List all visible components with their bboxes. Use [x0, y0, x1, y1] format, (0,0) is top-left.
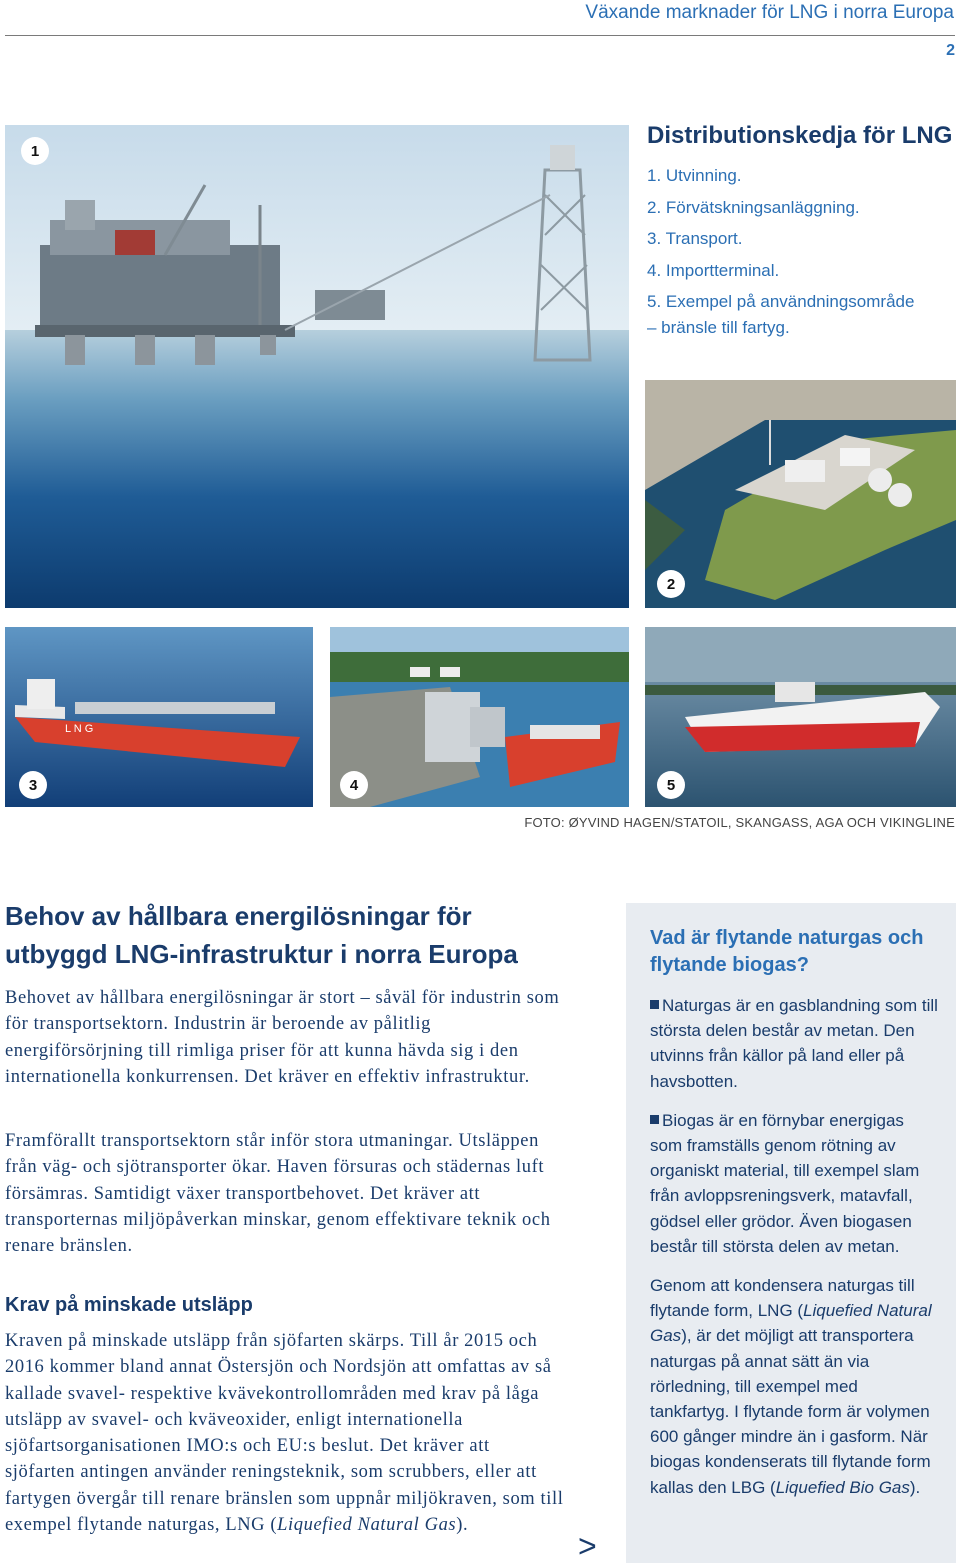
photo-import-terminal	[330, 627, 629, 807]
fact-bullet-biogas	[650, 1108, 940, 1259]
photo-offshore-platform	[5, 125, 629, 608]
fact-bullet-text: Naturgas är en gasblandning som till största delen består av metan. Den utvinns från källor på land eller på havsbotten.	[650, 996, 938, 1091]
fact-bullet-natural-gas	[650, 993, 940, 1094]
photo-3-number-badge: 3	[19, 771, 47, 799]
fact-text-a: Genom att kondensera naturgas till flytande form, LNG (	[650, 1276, 915, 1321]
fact-italic-lng: Liquefied Natural Gas	[650, 1301, 932, 1346]
distribution-step: 3. Transport.	[647, 229, 743, 248]
fact-bullet-text: Biogas är en förnybar energigas som framställs genom rötning av organiskt material, till exempel slam från avloppsreningsverk, matavfall, gödsel eller grödor. Även biogasen består till största delen av metan.	[650, 1110, 920, 1256]
distribution-steps	[647, 160, 957, 343]
fact-box-heading: Vad är flytande naturgas och flytande biogas?	[650, 927, 924, 976]
continue-arrow-icon[interactable]: >	[578, 1528, 597, 1564]
article-subheading: Krav på minskade utsläpp	[5, 1294, 253, 1316]
fact-box-content	[650, 925, 940, 1500]
p3-italic-term: Liquefied Natural Gas	[277, 1515, 457, 1536]
fact-box	[626, 903, 956, 1563]
fact-italic-lbg: Liquefied Bio Gas	[775, 1477, 910, 1497]
distribution-step-5: 5. Exempel på användningsområde	[647, 292, 915, 311]
article-paragraph-1: Behovet av hållbara energilösningar är stort – såväl för industrin som för transportsektorn. Industrin är beroende av pålitlig energiförsörjning till rimliga priser för att kunna hävda sig i den internationella konkurrensen. Det kräver en effektiv infrastruktur.	[5, 988, 560, 1087]
distribution-step: 2. Förvätskningsanläggning.	[647, 197, 860, 217]
distribution-step-5-continuation: – bränsle till fartyg.	[647, 317, 790, 337]
photo-2-number-badge: 2	[657, 570, 685, 598]
article-heading: Behov av hållbara energilösningar för utbyggd LNG-infrastruktur i norra Europa	[5, 901, 518, 969]
article-paragraph-3	[5, 1328, 565, 1538]
square-bullet-icon	[650, 1115, 659, 1124]
fact-text-b: ), är det möjligt att transportera naturgas på annat sätt än via rörledning, till exempel med tankfartyg. I flytande form är volymen 600 gånger mindre än i gasform. När biogas kondenserats till flytande form kallas den LBG (	[650, 1326, 931, 1497]
running-header: Växande marknader för LNG i norra Europa	[585, 2, 954, 23]
photo-4-number-badge: 4	[340, 771, 368, 799]
distribution-step: 1. Utvinning.	[647, 166, 742, 185]
p3-text: Kraven på minskade utsläpp från sjöfarten skärps. Till år 2015 och 2016 kommer bland annat Östersjön och Nordsjön att omfattas av så kallade svavel- respektive kvävekontrollområden med krav på låga utsläpp av svavel- och kväveoxider, enligt internationella sjöfartsorganisationen IMO:s och EU:s beslut. Det kräver att sjöfarten antingen använder reningsteknik, som scrubbers, eller att fartygen övergår till renare bränslen som uppnår miljökraven, som till exempel flytande naturgas, LNG (	[5, 1331, 564, 1536]
photo-lng-tanker	[5, 627, 313, 807]
article-paragraph-2: Framförallt transportsektorn står inför stora utmaningar. Utsläppen från väg- och sjötransporter ökar. Haven försuras och städernas luft försämras. Samtidigt växer transportbehovet. Det kräver att transporternas miljöpåverkan minskar, genom effektivare teknik och renare bränslen.	[5, 1131, 551, 1257]
p3-end: ).	[456, 1515, 469, 1536]
distribution-title: Distributionskedja för LNG	[647, 122, 953, 149]
header-rule	[5, 35, 955, 36]
photo-5-number-badge: 5	[657, 771, 685, 799]
distribution-chain-box	[647, 122, 957, 343]
photo-ferry	[645, 627, 956, 807]
photo-credit: FOTO: ØYVIND HAGEN/STATOIL, SKANGASS, AGA OCH VIKINGLINE	[524, 815, 955, 830]
distribution-step: 4. Importterminal.	[647, 260, 780, 280]
square-bullet-icon	[650, 1000, 659, 1009]
photo-liquefaction-plant	[645, 380, 956, 608]
fact-text-c: ).	[909, 1477, 921, 1497]
distribution-step	[647, 286, 957, 343]
photo-1-number-badge: 1	[21, 137, 49, 165]
svg-text:L N G: L N G	[65, 723, 94, 735]
page-number: 2	[946, 42, 955, 59]
fact-box-paragraph	[650, 1273, 940, 1500]
